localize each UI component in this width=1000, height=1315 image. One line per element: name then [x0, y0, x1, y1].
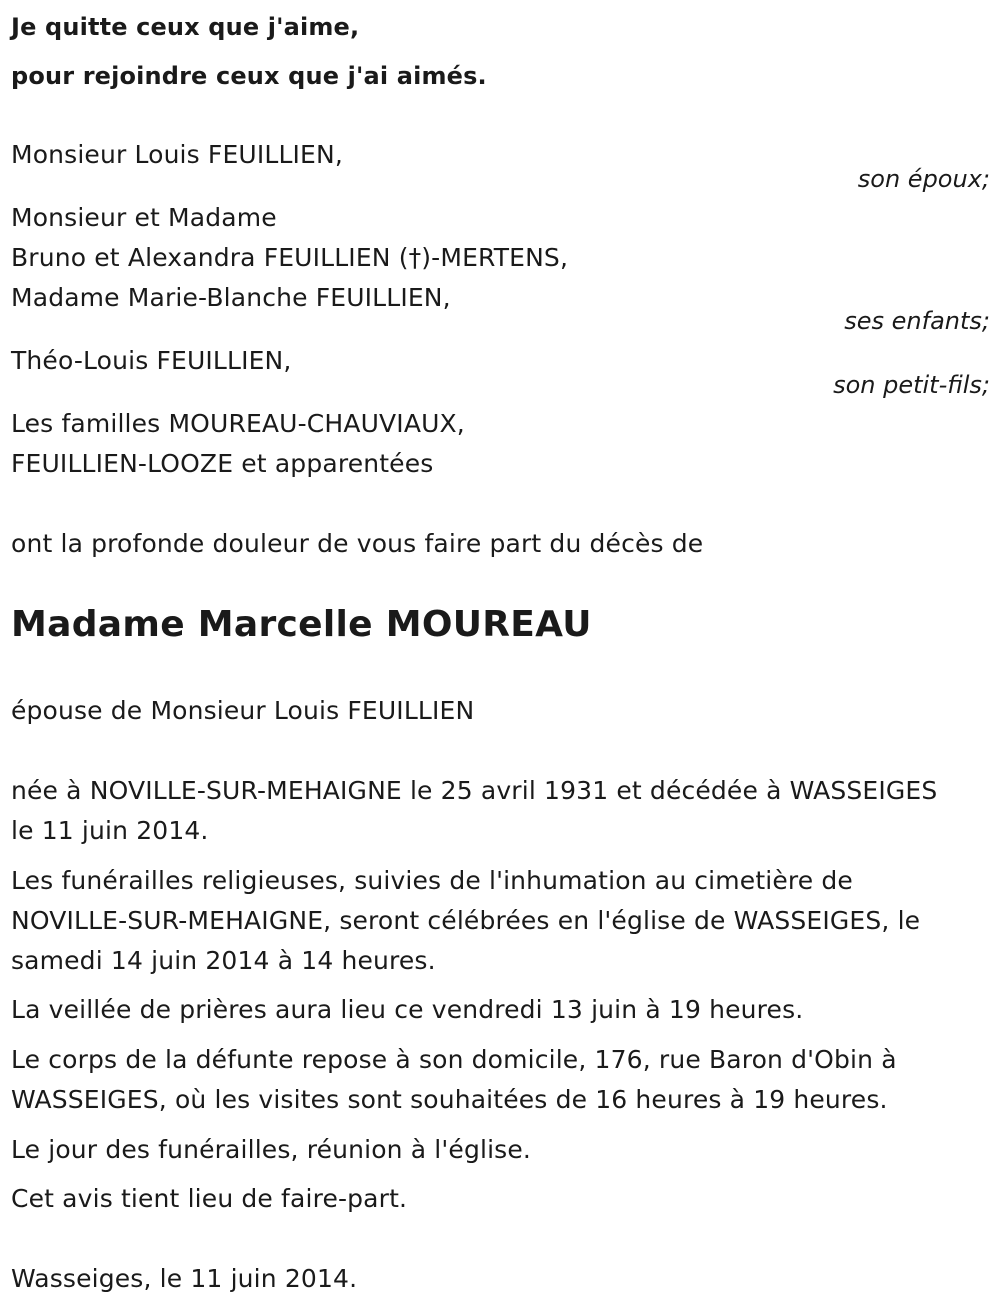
rest-line-1: Le corps de la défunte repose à son domicile, 176, rue Baron d'Obin à — [11, 1045, 897, 1074]
deceased-name: Madame Marcelle MOUREAU — [11, 604, 592, 645]
epigraph-line-2: pour rejoindre ceux que j'ai aimés. — [11, 62, 487, 90]
funeral-line-2: NOVILLE-SUR-MEHAIGNE, seront célébrées en l'église de WASSEIGES, le — [11, 906, 921, 935]
vigil-text: La veillée de prières aura lieu ce vendredi 13 juin à 19 heures. — [11, 995, 804, 1024]
children-line-3: Madame Marie-Blanche FEUILLIEN, — [11, 283, 451, 312]
birth-death-line-2: le 11 juin 2014. — [11, 816, 209, 845]
deceased-spouse: épouse de Monsieur Louis FEUILLIEN — [11, 696, 475, 725]
epigraph-line-1: Je quitte ceux que j'aime, — [11, 13, 360, 41]
families-line-2: FEUILLIEN-LOOZE et apparentées — [11, 449, 434, 478]
funeral-line-1: Les funérailles religieuses, suivies de l'inhumation au cimetière de — [11, 866, 853, 895]
notice-text: Cet avis tient lieu de faire-part. — [11, 1184, 408, 1213]
children-relation: ses enfants; — [844, 307, 990, 335]
families-line-1: Les familles MOUREAU-CHAUVIAUX, — [11, 409, 465, 438]
husband-name: Monsieur Louis FEUILLIEN, — [11, 140, 343, 169]
grandson-name: Théo-Louis FEUILLIEN, — [11, 346, 292, 375]
grandson-relation: son petit-fils; — [833, 371, 990, 399]
meeting-text: Le jour des funérailles, réunion à l'église. — [11, 1135, 531, 1164]
funeral-line-3: samedi 14 juin 2014 à 14 heures. — [11, 946, 436, 975]
announcement-text: ont la profonde douleur de vous faire part du décès de — [11, 529, 704, 558]
closing-place-date: Wasseiges, le 11 juin 2014. — [11, 1264, 358, 1293]
children-line-2: Bruno et Alexandra FEUILLIEN (†)-MERTENS, — [11, 243, 569, 272]
rest-line-2: WASSEIGES, où les visites sont souhaitées de 16 heures à 19 heures. — [11, 1085, 888, 1114]
children-line-1: Monsieur et Madame — [11, 203, 277, 232]
husband-relation: son époux; — [857, 165, 990, 193]
birth-death-line-1: née à NOVILLE-SUR-MEHAIGNE le 25 avril 1931 et décédée à WASSEIGES — [11, 776, 938, 805]
